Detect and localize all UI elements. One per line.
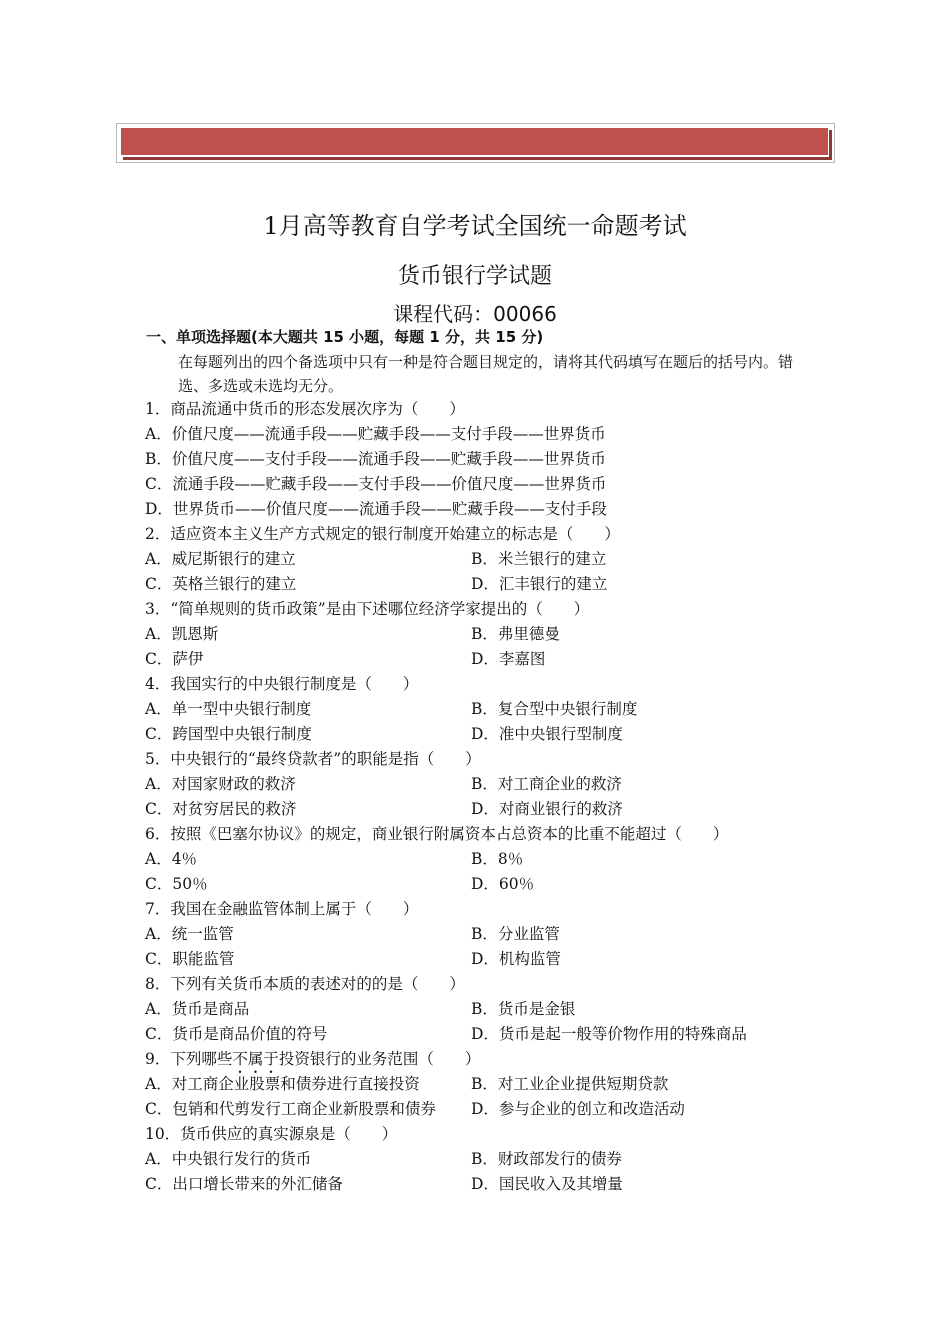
header-banner: [116, 123, 835, 163]
option-row: [145, 697, 825, 722]
option: D．参与企业的创立和改造活动: [471, 1100, 685, 1118]
option: A．对工商企业股票和债券进行直接投资: [145, 1075, 420, 1093]
option: C．货币是商品价值的符号: [145, 1025, 328, 1043]
option: B．8％: [471, 850, 524, 868]
option-row: [145, 797, 825, 822]
banner-bar: [121, 128, 828, 155]
question-list: [145, 397, 825, 1197]
paper-title: 货币银行学试题: [397, 264, 552, 289]
option: C．萨伊: [145, 650, 204, 668]
option: D．世界货币——价值尺度——流通手段——贮藏手段——支付手段: [145, 500, 607, 518]
option-row: [145, 772, 825, 797]
option: C．职能监管: [145, 950, 235, 968]
option-row: [145, 1072, 825, 1097]
option-row: [145, 622, 825, 647]
question-stem: 4．我国实行的中央银行制度是（ ）: [145, 675, 419, 693]
option: C．流通手段——贮藏手段——支付手段——价值尺度——世界货币: [145, 475, 607, 493]
option: A．中央银行发行的货币: [145, 1150, 312, 1168]
section-instructions: 在每题列出的四个备选项中只有一种是符合题目规定的，请将其代码填写在题后的括号内。错选、多选或未选均无分。: [178, 353, 794, 395]
option: A．凯恩斯: [145, 625, 219, 643]
question-stem: 10．货币供应的真实源泉是（ ）: [145, 1125, 398, 1143]
option: D．准中央银行型制度: [471, 725, 623, 743]
option-row: [145, 647, 825, 672]
option-row: [145, 1172, 825, 1197]
option: A．货币是商品: [145, 1000, 250, 1018]
stem-text: 9．下列哪些: [145, 1050, 233, 1068]
option: A．价值尺度——流通手段——贮藏手段——支付手段——世界货币: [145, 425, 606, 443]
question-stem: 1．商品流通中货币的形态发展次序为（ ）: [145, 400, 465, 418]
option: D．李嘉图: [471, 650, 546, 668]
option: B．弗里德曼: [471, 625, 560, 643]
option: C．出口增长带来的外汇储备: [145, 1175, 343, 1193]
option: B．对工商企业的救济: [471, 775, 622, 793]
option: D．汇丰银行的建立: [471, 575, 608, 593]
option-row: [145, 1022, 825, 1047]
question-stem: 8．下列有关货币本质的表述对的的是（ ）: [145, 975, 465, 993]
option-row: [145, 1097, 825, 1122]
section-heading: 一、单项选择题(本大题共 15 小题，每题 1 分，共 15 分): [146, 328, 544, 346]
option-row: [145, 872, 825, 897]
option-row: [145, 1147, 825, 1172]
option: B．复合型中央银行制度: [471, 700, 638, 718]
option: D．机构监管: [471, 950, 561, 968]
option-row: [145, 572, 825, 597]
question-stem: 3．“简单规则的货币政策”是由下述哪位经济学家提出的（ ）: [145, 600, 590, 618]
course-code: 课程代码：00066: [393, 302, 557, 326]
question-stem: 2．适应资本主义生产方式规定的银行制度开始建立的标志是（ ）: [145, 525, 620, 543]
option: B．价值尺度——支付手段——流通手段——贮藏手段——世界货币: [145, 450, 606, 468]
question-stem: 7．我国在金融监管体制上属于（ ）: [145, 900, 419, 918]
option: A．威尼斯银行的建立: [145, 550, 296, 568]
option-row: [145, 847, 825, 872]
banner-shadow-side: [829, 130, 832, 159]
option: D．对商业银行的救济: [471, 800, 623, 818]
question-stem: 6．按照《巴塞尔协议》的规定，商业银行附属资本占总资本的比重不能超过（ ）: [145, 825, 729, 843]
option: D．60％: [471, 875, 535, 893]
question-stem: [145, 1047, 825, 1072]
option: B．分业监管: [471, 925, 560, 943]
option: A．单一型中央银行制度: [145, 700, 312, 718]
option: D．货币是起一般等价物作用的特殊商品: [471, 1025, 747, 1043]
option-row: [145, 722, 825, 747]
exam-title: 1月高等教育自学考试全国统一命题考试: [263, 212, 687, 240]
option: B．对工业企业提供短期贷款: [471, 1075, 669, 1093]
option: C．英格兰银行的建立: [145, 575, 297, 593]
option: B．米兰银行的建立: [471, 550, 607, 568]
option: C．包销和代剪发行工商企业新股票和债券: [145, 1100, 436, 1118]
option: B．货币是金银: [471, 1000, 576, 1018]
emphasized-text: 不属于: [232, 1050, 279, 1068]
banner-shadow: [123, 157, 832, 160]
option: A．统一监管: [145, 925, 234, 943]
option: B．财政部发行的债券: [471, 1150, 622, 1168]
option: D．国民收入及其增量: [471, 1175, 623, 1193]
option: C．跨国型中央银行制度: [145, 725, 312, 743]
stem-text: 投资银行的业务范围（ ）: [278, 1050, 481, 1068]
option-row: [145, 997, 825, 1022]
option-row: [145, 947, 825, 972]
option: C．50％: [145, 875, 208, 893]
option: A．4％: [145, 850, 198, 868]
option-row: [145, 922, 825, 947]
option: A．对国家财政的救济: [145, 775, 296, 793]
question-stem: 5．中央银行的“最终贷款者”的职能是指（ ）: [145, 750, 481, 768]
option: C．对贫穷居民的救济: [145, 800, 297, 818]
option-row: [145, 547, 825, 572]
